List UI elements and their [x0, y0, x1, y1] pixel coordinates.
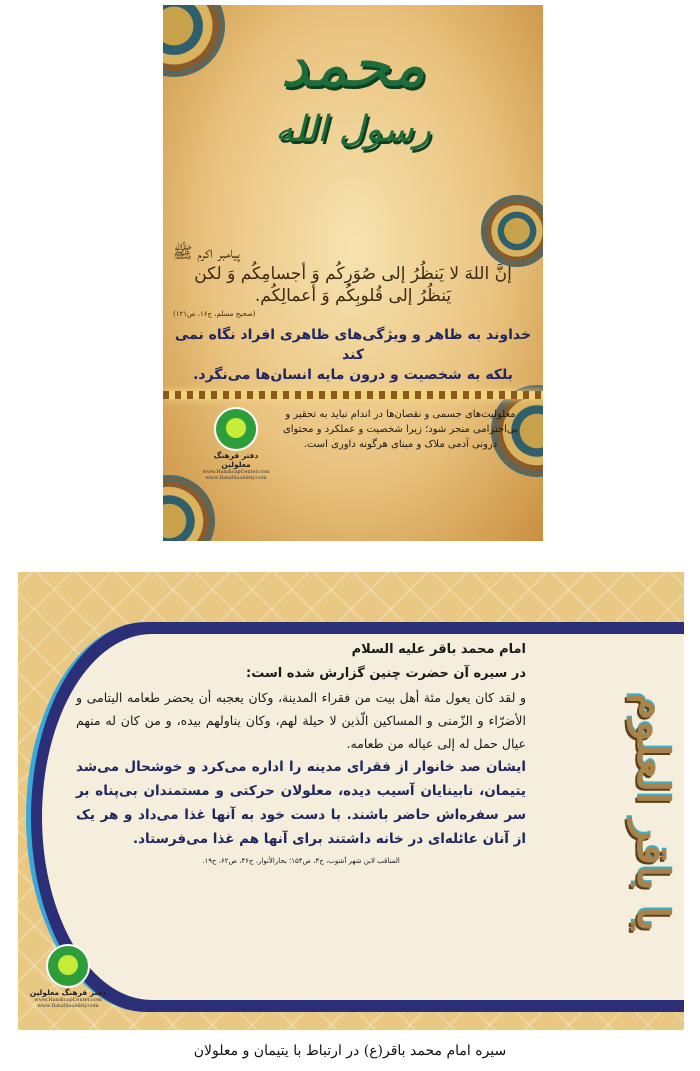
- poster2-body: [76, 638, 526, 865]
- logo-eye-icon: [214, 407, 258, 451]
- calligraphy-ya-baqir: یا باقر العلوم: [627, 692, 678, 932]
- translation-line: خداوند به ظاهر و ویژگی‌های ظاهری افراد نگاه نمی کند: [174, 327, 532, 363]
- logo-url: www.DataDisability.com: [205, 475, 267, 481]
- calligraphy-main: محمد: [279, 28, 427, 102]
- logo-eye-icon: [46, 944, 90, 988]
- calligraphy-muhammad: [203, 20, 503, 220]
- subheading: در سیره آن حضرت چنین گزارش شده است:: [246, 666, 526, 681]
- body-line: درونی آدمی ملاک و مبنای هرگونه داوری است.: [303, 439, 498, 450]
- logo: [28, 944, 108, 1009]
- poster1-text-column: [173, 243, 533, 502]
- poster-imam-baqir: [18, 572, 684, 1030]
- persian-text: ایشان صد خانوار از فقرای مدینه را اداره می‌کرد و خوشحال می‌شد یتیمان، نابینایان آسیب دیده، معلولان حرکتی و مستمندان بی‌پناه بر سر سفره‌اش حاضر باشند. با دست خود به آنها غذا می‌داد و هر یک از آنان عائله‌ای در خانه داشتند برای آنها هم غذا می‌فرستاد.: [76, 759, 526, 847]
- translation-line: بلکه به شخصیت و درون مایه انسان‌ها می‌نگرد.: [193, 367, 513, 383]
- arabic-text: و لقد كان يعول مئة أهل بيت من فقراء المدينة، وكان يعجبه أن يحضر طعامه اليتامى و الأضرّاء و الزّمنى و المساكين الّذين لا حيلة لهم، وكان يناولهم بيده، و من كان له منهم عيال حمل له إلى عياله من طعامه.: [76, 690, 526, 751]
- poster1-body: [273, 407, 528, 452]
- ornamental-band: [163, 391, 543, 399]
- citation: المناقب لابن شهر آشوب، ج۴، ص۱۵۴؛ بحارالأنوار، ج۴۶، ص۶۲، ح۱۹.: [202, 857, 400, 865]
- body-line: بی‌احترامی منجر شود؛ زیرا شخصیت و عملکرد و محتوای: [282, 424, 519, 435]
- heading: امام محمد باقر علیه السلام: [351, 642, 526, 657]
- figure-caption: سیره امام محمد باقر(ع) در ارتباط با یتیمان و معلولان: [193, 1043, 507, 1059]
- calligraphy-sub: رسول الله: [275, 109, 431, 150]
- logo-url: www.HandicapCenter.com: [202, 469, 270, 475]
- logo: [201, 407, 271, 481]
- logo-name: دفتر فرهنگ معلولین: [213, 451, 259, 469]
- logo-url: www.HandicapCenter.com: [34, 997, 102, 1003]
- body-line: معلولیت‌های جسمی و نقصان‌ها در اندام نباید به تحقیر و: [285, 409, 516, 420]
- citation: (صحیح مسلم، ج۱۶، ص۱۲۱): [173, 310, 256, 318]
- logo-name: دفتر فرهنگ معلولین: [29, 988, 107, 997]
- hadith-line: یَنظُرُ إلی قُلوبِکُم وَ أعمالِکُم.: [254, 286, 452, 306]
- poster1-lower: [173, 407, 533, 502]
- logo-url: www.DataDisability.com: [37, 1003, 99, 1009]
- hadith-line: إنَّ اللهَ لا یَنظُرُ إلی صُوَرِکُم وَ أجسامِکُم وَ لکن: [194, 264, 512, 284]
- prophet-label: پیامبر اکرم ﷺ: [173, 243, 240, 262]
- poster-prophet: [163, 5, 543, 541]
